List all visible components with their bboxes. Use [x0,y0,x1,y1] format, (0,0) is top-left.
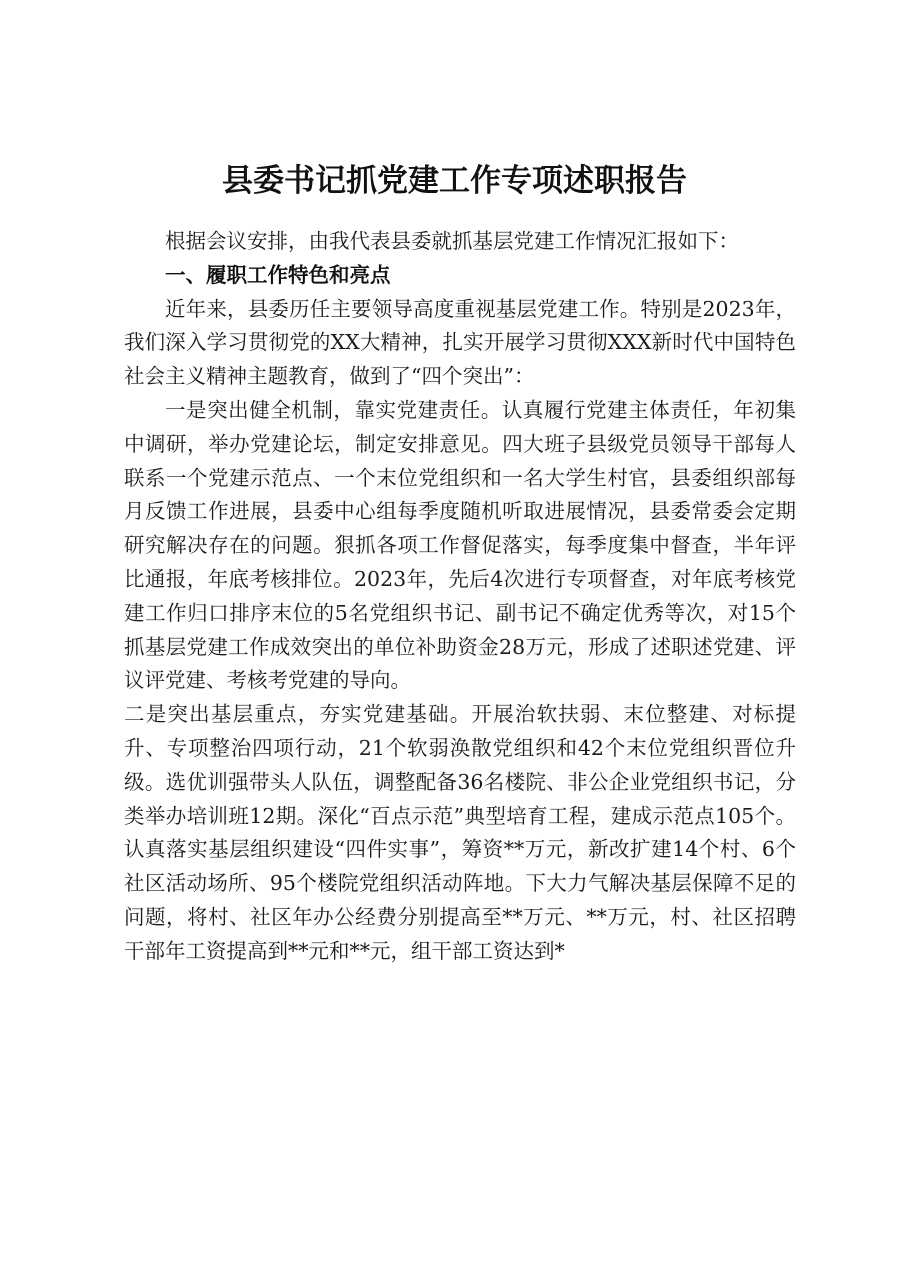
body-paragraph-3: 二是突出基层重点，夯实党建基础。开展治软扶弱、末位整建、对标提升、专项整治四项行动，21个软弱涣散党组织和42个末位党组织晋位升级。选优训强带头人队伍，调整配备36名楼院、非公企业党组织书记，分类举办培训班12期。深化“百点示范”典型培育工程，建成示范点105个。认真落实基层组织建设“四件实事”，筹资**万元，新改扩建14个村、6个社区活动场所、95个楼院党组织活动阵地。下大力气解决基层保障不足的问题，将村、社区年办公经费分别提高至**万元、**万元，村、社区招聘干部年工资提高到**元和**元，组干部工资达到* [124,702,796,963]
document-title: 县委书记抓党建工作专项述职报告 [222,163,687,199]
body-paragraph-1: 近年来，县委历任主要领导高度重视基层党建工作。特别是2023年，我们深入学习贯彻党的XX大精神，扎实开展学习贯彻XXX新时代中国特色社会主义精神主题教育，做到了“四个突出”： [124,296,796,389]
intro-paragraph: 根据会议安排，由我代表县委就抓基层党建工作情况汇报如下： [165,229,739,253]
section-heading: 一、履职工作特色和亮点 [165,262,391,287]
document-body [124,225,796,969]
body-paragraph-2: 一是突出健全机制，靠实党建责任。认真履行党建主体责任，年初集中调研，举办党建论坛，制定安排意见。四大班子县级党员领导干部每人联系一个党建示范点、一个末位党组织和一名大学生村官，县委组织部每月反馈工作进展，县委中心组每季度随机听取进展情况，县委常委会定期研究解决存在的问题。狠抓各项工作督促落实，每季度集中督查，半年评比通报，年底考核排位。2023年，先后4次进行专项督查，对年底考核党建工作归口排序末位的5名党组织书记、副书记不确定优秀等次，对15个抓基层党建工作成效突出的单位补助资金28万元，形成了述职述党建、评议评党建、考核考党建的导向。 [124,397,796,693]
